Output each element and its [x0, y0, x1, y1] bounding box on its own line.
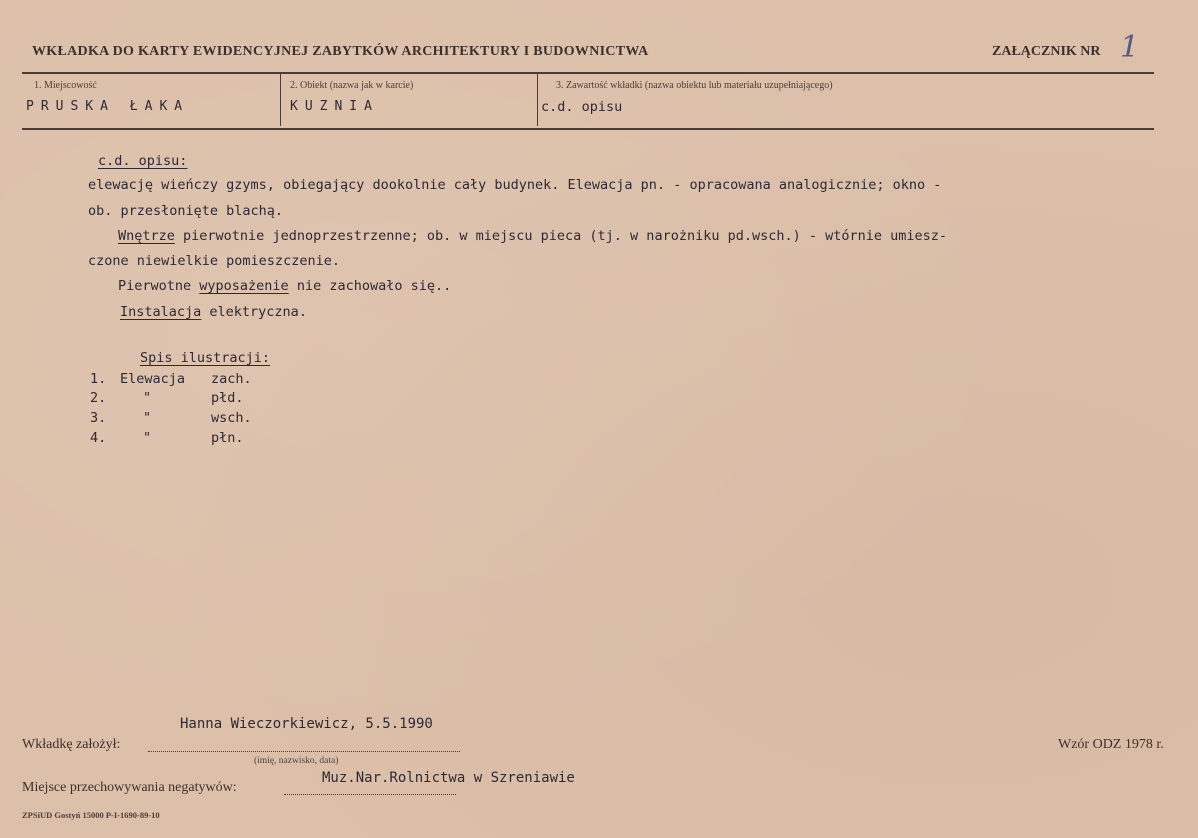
list-item [90, 410, 106, 426]
item-direction: płn. [211, 430, 244, 446]
interior-label: Wnętrze [118, 228, 175, 244]
author-dotted-line [148, 751, 460, 752]
object-label: 2. Obiekt (nazwa jak w karcie) [290, 80, 414, 91]
field-divider-1 [280, 74, 281, 126]
illustrations-heading: Spis ilustracji: [140, 350, 271, 366]
body-line-3 [118, 228, 947, 244]
body-line-5 [118, 278, 451, 294]
item-number: 4. [90, 430, 107, 446]
template-version: Wzór ODZ 1978 r. [1058, 737, 1164, 752]
equip-text: nie zachowało się.. [288, 278, 452, 294]
item-ditto-mark: " [143, 410, 152, 426]
list-item [90, 390, 106, 406]
list-item [90, 371, 106, 387]
annex-number: 1 [1120, 30, 1140, 65]
content-value: c.d. opisu [541, 99, 623, 115]
list-item [90, 430, 106, 446]
equip-prefix: Pierwotne [118, 278, 200, 294]
item-ditto-mark: " [143, 430, 152, 446]
body-heading: c.d. opisu: [98, 153, 188, 169]
field-rule [22, 128, 1154, 130]
body-line-4: czone niewielkie pomieszczenie. [88, 253, 340, 269]
item-number: 1. [90, 371, 107, 387]
item-ditto-mark: " [143, 390, 152, 406]
locality-label: 1. Miejscowość [34, 80, 97, 91]
item-direction: płd. [211, 390, 244, 406]
author-value: Hanna Wieczorkiewicz, 5.5.1990 [180, 716, 433, 732]
item-number: 2. [90, 390, 107, 406]
equip-label: wyposażenie [199, 278, 289, 294]
item-direction: wsch. [211, 410, 252, 426]
content-label: 3. Zawartość wkładki (nazwa obiektu lub materiału uzupełniającego) [556, 80, 833, 91]
interior-text: pierwotnie jednoprzestrzenne; ob. w miejscu pieca (tj. w narożniku pd.wsch.) - wtórnie umiesz- [174, 228, 948, 244]
storage-dotted-line [284, 794, 456, 795]
install-text: elektryczna. [201, 304, 307, 320]
body-line-1: elewację wieńczy gzyms, obiegający dookolnie cały budynek. Elewacja pn. - opracowana analogicznie; okno - [88, 177, 942, 193]
annex-label: ZAŁĄCZNIK NR [992, 44, 1101, 59]
item-number: 3. [90, 410, 107, 426]
install-label: Instalacja [120, 304, 202, 320]
item-subject: Elewacja [120, 371, 186, 387]
header-rule [22, 72, 1154, 74]
body-line-2: ob. przesłonięte blachą. [88, 203, 284, 219]
body-line-6 [120, 304, 307, 320]
field-divider-2 [537, 74, 538, 126]
form-title: WKŁADKA DO KARTY EWIDENCYJNEJ ZABYTKÓW ARCHITEKTURY I BUDOWNICTWA [32, 44, 649, 59]
object-value: KUZNIA [290, 99, 379, 114]
locality-value: PRUSKA ŁAKA [26, 99, 190, 114]
storage-value: Muz.Nar.Rolnictwa w Szreniawie [322, 770, 575, 786]
printer-imprint: ZPSiUD Gostyń 15000 P-I-1690-89-10 [22, 810, 160, 820]
author-label: Wkładkę założył: [22, 737, 121, 752]
item-direction: zach. [211, 371, 252, 387]
storage-label: Miejsce przechowywania negatywów: [22, 780, 237, 795]
author-hint: (imię, nazwisko, data) [254, 756, 339, 766]
